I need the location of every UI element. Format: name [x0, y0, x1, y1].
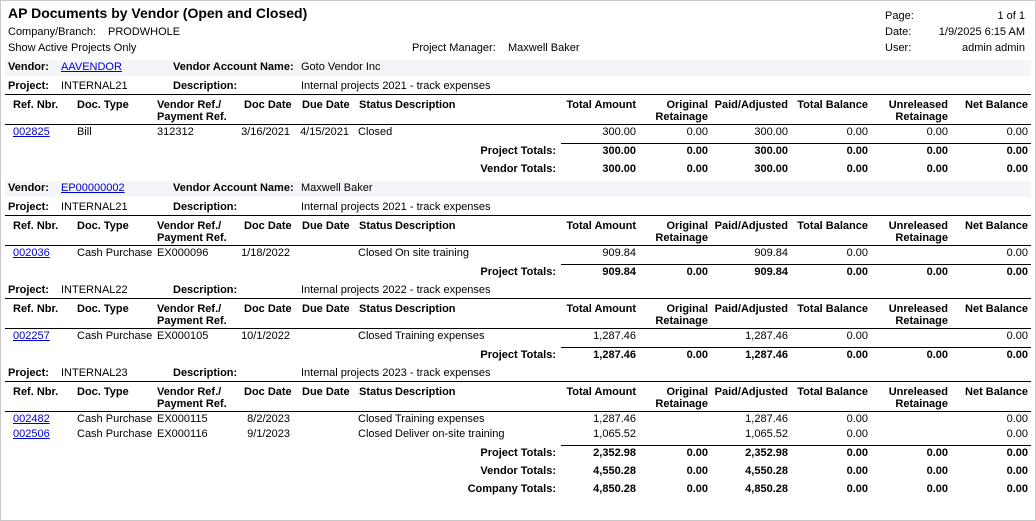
col-original-retainage: Original	[666, 99, 708, 111]
vendor-account-name-label: Vendor Account Name:	[173, 61, 294, 73]
col-doc-date: Doc Date	[244, 220, 292, 232]
col-due-date: Due Date	[302, 99, 350, 111]
col-unreleased-retainage-2: Retainage	[895, 315, 948, 327]
project-totals-total-balance: 0.00	[846, 145, 868, 157]
col-payment-ref: Payment Ref.	[157, 111, 227, 123]
col-unreleased-retainage: Unreleased	[888, 386, 948, 398]
vendor-totals-net-balance: 0.00	[1006, 465, 1028, 477]
doc-type: Cash Purchase	[77, 247, 153, 259]
doc-type: Cash Purchase	[77, 413, 153, 425]
project-description-label: Description:	[173, 367, 238, 379]
col-ref-nbr: Ref. Nbr.	[13, 303, 59, 315]
project-id: INTERNAL23	[61, 367, 128, 379]
description: Deliver on-site training	[395, 428, 505, 440]
header-rule	[5, 245, 1031, 246]
project-totals-original-retainage: 0.00	[686, 145, 708, 157]
vendor-account-name: Goto Vendor Inc	[301, 61, 381, 73]
col-due-date: Due Date	[302, 303, 350, 315]
page-label: Page:	[885, 10, 914, 22]
project-totals-unreleased-retainage: 0.00	[926, 349, 948, 361]
project-totals-unreleased-retainage: 0.00	[926, 266, 948, 278]
subtotal-rule	[561, 264, 1031, 265]
total-amount: 1,065.52	[593, 428, 636, 440]
col-description: Description	[395, 220, 456, 232]
company-totals-paid-adjusted: 4,850.28	[745, 483, 788, 495]
col-payment-ref: Payment Ref.	[157, 232, 227, 244]
col-status: Status	[359, 99, 393, 111]
doc-date: 9/1/2023	[247, 428, 290, 440]
doc-type: Bill	[77, 126, 92, 138]
total-amount: 909.84	[602, 247, 636, 259]
col-original-retainage-2: Retainage	[655, 315, 708, 327]
company-totals-total-balance: 0.00	[846, 483, 868, 495]
vendor-ref: EX000115	[157, 413, 208, 425]
net-balance: 0.00	[1006, 428, 1028, 440]
project-rule	[5, 94, 1031, 95]
col-due-date: Due Date	[302, 386, 350, 398]
project-label: Project:	[8, 367, 49, 379]
project-totals-total-amount: 300.00	[602, 145, 636, 157]
company-totals-total-amount: 4,850.28	[593, 483, 636, 495]
col-total-amount: Total Amount	[566, 386, 636, 398]
header-rule	[5, 411, 1031, 412]
col-total-amount: Total Amount	[566, 303, 636, 315]
paid-adjusted: 909.84	[754, 247, 788, 259]
paid-adjusted: 1,287.46	[745, 413, 788, 425]
project-totals-paid-adjusted: 300.00	[754, 145, 788, 157]
vendor-label: Vendor:	[8, 182, 49, 194]
vendor-totals-total-balance: 0.00	[846, 465, 868, 477]
col-due-date: Due Date	[302, 220, 350, 232]
description: On site training	[395, 247, 469, 259]
user-value: admin admin	[962, 42, 1025, 54]
unreleased-retainage: 0.00	[926, 126, 948, 138]
net-balance: 0.00	[1006, 413, 1028, 425]
vendor-totals-label: Vendor Totals:	[480, 163, 556, 175]
vendor-totals-paid-adjusted: 300.00	[754, 163, 788, 175]
col-original-retainage: Original	[666, 386, 708, 398]
net-balance: 0.00	[1006, 126, 1028, 138]
project-totals-net-balance: 0.00	[1006, 145, 1028, 157]
subtotal-rule	[561, 347, 1031, 348]
ref-nbr-link[interactable]: 002506	[13, 428, 50, 440]
vendor-totals-net-balance: 0.00	[1006, 163, 1028, 175]
vendor-ref: EX000116	[157, 428, 208, 440]
project-id: INTERNAL21	[61, 80, 128, 92]
project-label: Project:	[8, 80, 49, 92]
project-totals-unreleased-retainage: 0.00	[926, 447, 948, 459]
col-net-balance: Net Balance	[965, 220, 1028, 232]
company-label: Company/Branch:	[8, 26, 97, 38]
vendor-band	[5, 181, 1031, 197]
report-title: AP Documents by Vendor (Open and Closed)	[8, 5, 308, 21]
col-paid-adjusted: Paid/Adjusted	[714, 386, 788, 398]
project-totals-total-amount: 909.84	[602, 266, 636, 278]
net-balance: 0.00	[1006, 330, 1028, 342]
col-total-amount: Total Amount	[566, 220, 636, 232]
col-status: Status	[359, 386, 393, 398]
total-amount: 300.00	[602, 126, 636, 138]
col-doc-type: Doc. Type	[77, 303, 129, 315]
net-balance: 0.00	[1006, 247, 1028, 259]
vendor-totals-total-balance: 0.00	[846, 163, 868, 175]
project-totals-total-balance: 0.00	[846, 349, 868, 361]
col-doc-type: Doc. Type	[77, 220, 129, 232]
col-unreleased-retainage-2: Retainage	[895, 232, 948, 244]
project-rule	[5, 381, 1031, 382]
doc-type: Cash Purchase	[77, 330, 153, 342]
vendor-id-link[interactable]: EP00000002	[61, 182, 125, 194]
total-balance: 0.00	[846, 413, 868, 425]
col-net-balance: Net Balance	[965, 386, 1028, 398]
project-totals-net-balance: 0.00	[1006, 349, 1028, 361]
status: Closed	[358, 330, 393, 342]
page-value: 1 of 1	[997, 10, 1025, 22]
project-manager-value: Maxwell Baker	[508, 42, 580, 54]
col-payment-ref: Payment Ref.	[157, 398, 227, 410]
active-projects-filter: Show Active Projects Only	[8, 42, 137, 54]
vendor-ref: 312312	[157, 126, 194, 138]
col-original-retainage-2: Retainage	[655, 232, 708, 244]
project-description-label: Description:	[173, 284, 238, 296]
col-total-amount: Total Amount	[566, 99, 636, 111]
project-totals-label: Project Totals:	[480, 145, 556, 157]
col-description: Description	[395, 386, 456, 398]
col-status: Status	[359, 220, 393, 232]
project-totals-net-balance: 0.00	[1006, 266, 1028, 278]
col-doc-date: Doc Date	[244, 303, 292, 315]
col-description: Description	[395, 99, 456, 111]
paid-adjusted: 1,287.46	[745, 330, 788, 342]
col-unreleased-retainage-2: Retainage	[895, 111, 948, 123]
col-total-balance: Total Balance	[797, 386, 868, 398]
user-label: User:	[885, 42, 912, 54]
original-retainage: 0.00	[686, 126, 708, 138]
ref-nbr-link[interactable]: 002257	[13, 330, 50, 342]
project-rule	[5, 215, 1031, 216]
col-original-retainage: Original	[666, 303, 708, 315]
project-totals-paid-adjusted: 1,287.46	[745, 349, 788, 361]
col-status: Status	[359, 303, 393, 315]
project-totals-original-retainage: 0.00	[686, 266, 708, 278]
description: Training expenses	[395, 413, 485, 425]
col-unreleased-retainage: Unreleased	[888, 303, 948, 315]
col-unreleased-retainage: Unreleased	[888, 99, 948, 111]
col-vendor-ref: Vendor Ref./	[157, 220, 222, 232]
col-description: Description	[395, 303, 456, 315]
project-id: INTERNAL22	[61, 284, 128, 296]
project-rule	[5, 298, 1031, 299]
col-unreleased-retainage: Unreleased	[888, 220, 948, 232]
company-value: PRODWHOLE	[108, 26, 181, 38]
project-label: Project:	[8, 284, 49, 296]
vendor-totals-original-retainage: 0.00	[686, 163, 708, 175]
project-totals-total-amount: 2,352.98	[593, 447, 636, 459]
col-doc-type: Doc. Type	[77, 386, 129, 398]
project-totals-total-balance: 0.00	[846, 447, 868, 459]
col-paid-adjusted: Paid/Adjusted	[714, 303, 788, 315]
project-totals-paid-adjusted: 909.84	[754, 266, 788, 278]
vendor-label: Vendor:	[8, 61, 49, 73]
total-balance: 0.00	[846, 126, 868, 138]
project-totals-original-retainage: 0.00	[686, 349, 708, 361]
col-vendor-ref: Vendor Ref./	[157, 303, 222, 315]
status: Closed	[358, 247, 393, 259]
project-totals-total-amount: 1,287.46	[593, 349, 636, 361]
col-net-balance: Net Balance	[965, 303, 1028, 315]
total-balance: 0.00	[846, 428, 868, 440]
col-doc-date: Doc Date	[244, 386, 292, 398]
col-original-retainage-2: Retainage	[655, 398, 708, 410]
project-totals-paid-adjusted: 2,352.98	[745, 447, 788, 459]
col-doc-type: Doc. Type	[77, 99, 129, 111]
subtotal-rule	[561, 445, 1031, 446]
doc-date: 3/16/2021	[241, 126, 290, 138]
project-totals-total-balance: 0.00	[846, 266, 868, 278]
company-totals-unreleased-retainage: 0.00	[926, 483, 948, 495]
vendor-totals-total-amount: 300.00	[602, 163, 636, 175]
project-description: Internal projects 2022 - track expenses	[301, 284, 491, 296]
status: Closed	[358, 126, 393, 138]
project-totals-label: Project Totals:	[480, 349, 556, 361]
paid-adjusted: 1,065.52	[745, 428, 788, 440]
project-totals-net-balance: 0.00	[1006, 447, 1028, 459]
date-label: Date:	[885, 26, 912, 38]
col-total-balance: Total Balance	[797, 220, 868, 232]
company-totals-net-balance: 0.00	[1006, 483, 1028, 495]
ref-nbr-link[interactable]: 002482	[13, 413, 50, 425]
vendor-totals-unreleased-retainage: 0.00	[926, 465, 948, 477]
col-vendor-ref: Vendor Ref./	[157, 386, 222, 398]
total-balance: 0.00	[846, 247, 868, 259]
doc-date: 10/1/2022	[241, 330, 290, 342]
vendor-ref: EX000096	[157, 247, 209, 259]
col-vendor-ref: Vendor Ref./	[157, 99, 222, 111]
project-id: INTERNAL21	[61, 201, 128, 213]
col-ref-nbr: Ref. Nbr.	[13, 386, 59, 398]
vendor-totals-paid-adjusted: 4,550.28	[745, 465, 788, 477]
paid-adjusted: 300.00	[754, 126, 788, 138]
status: Closed	[358, 413, 393, 425]
col-total-balance: Total Balance	[797, 99, 868, 111]
col-original-retainage-2: Retainage	[655, 111, 708, 123]
project-manager-label: Project Manager:	[412, 42, 496, 54]
col-ref-nbr: Ref. Nbr.	[13, 220, 59, 232]
vendor-totals-total-amount: 4,550.28	[593, 465, 636, 477]
company-totals-label: Company Totals:	[467, 483, 556, 495]
vendor-account-name-label: Vendor Account Name:	[173, 182, 294, 194]
ref-nbr-link[interactable]: 002036	[13, 247, 50, 259]
status: Closed	[358, 428, 393, 440]
col-doc-date: Doc Date	[244, 99, 292, 111]
vendor-id-link[interactable]: AAVENDOR	[61, 61, 122, 73]
subtotal-rule	[561, 143, 1031, 144]
header-rule	[5, 328, 1031, 329]
doc-date: 8/2/2023	[247, 413, 290, 425]
project-description-label: Description:	[173, 80, 238, 92]
project-totals-label: Project Totals:	[480, 266, 556, 278]
vendor-ref: EX000105	[157, 330, 209, 342]
col-total-balance: Total Balance	[797, 303, 868, 315]
date-value: 1/9/2025 6:15 AM	[938, 26, 1025, 38]
company-totals-original-retainage: 0.00	[686, 483, 708, 495]
project-label: Project:	[8, 201, 49, 213]
col-paid-adjusted: Paid/Adjusted	[714, 99, 788, 111]
vendor-band	[5, 60, 1031, 76]
header-rule	[5, 124, 1031, 125]
project-description-label: Description:	[173, 201, 238, 213]
project-description: Internal projects 2021 - track expenses	[301, 201, 491, 213]
col-net-balance: Net Balance	[965, 99, 1028, 111]
col-paid-adjusted: Paid/Adjusted	[714, 220, 788, 232]
vendor-account-name: Maxwell Baker	[301, 182, 373, 194]
project-description: Internal projects 2023 - track expenses	[301, 367, 491, 379]
col-unreleased-retainage-2: Retainage	[895, 398, 948, 410]
project-totals-label: Project Totals:	[480, 447, 556, 459]
total-amount: 1,287.46	[593, 413, 636, 425]
doc-type: Cash Purchase	[77, 428, 153, 440]
col-payment-ref: Payment Ref.	[157, 315, 227, 327]
project-description: Internal projects 2021 - track expenses	[301, 80, 491, 92]
ref-nbr-link[interactable]: 002825	[13, 126, 50, 138]
vendor-totals-unreleased-retainage: 0.00	[926, 163, 948, 175]
project-totals-unreleased-retainage: 0.00	[926, 145, 948, 157]
total-amount: 1,287.46	[593, 330, 636, 342]
vendor-totals-original-retainage: 0.00	[686, 465, 708, 477]
col-ref-nbr: Ref. Nbr.	[13, 99, 59, 111]
total-balance: 0.00	[846, 330, 868, 342]
col-original-retainage: Original	[666, 220, 708, 232]
due-date: 4/15/2021	[300, 126, 349, 138]
project-totals-original-retainage: 0.00	[686, 447, 708, 459]
vendor-totals-label: Vendor Totals:	[480, 465, 556, 477]
doc-date: 1/18/2022	[241, 247, 290, 259]
description: Training expenses	[395, 330, 485, 342]
